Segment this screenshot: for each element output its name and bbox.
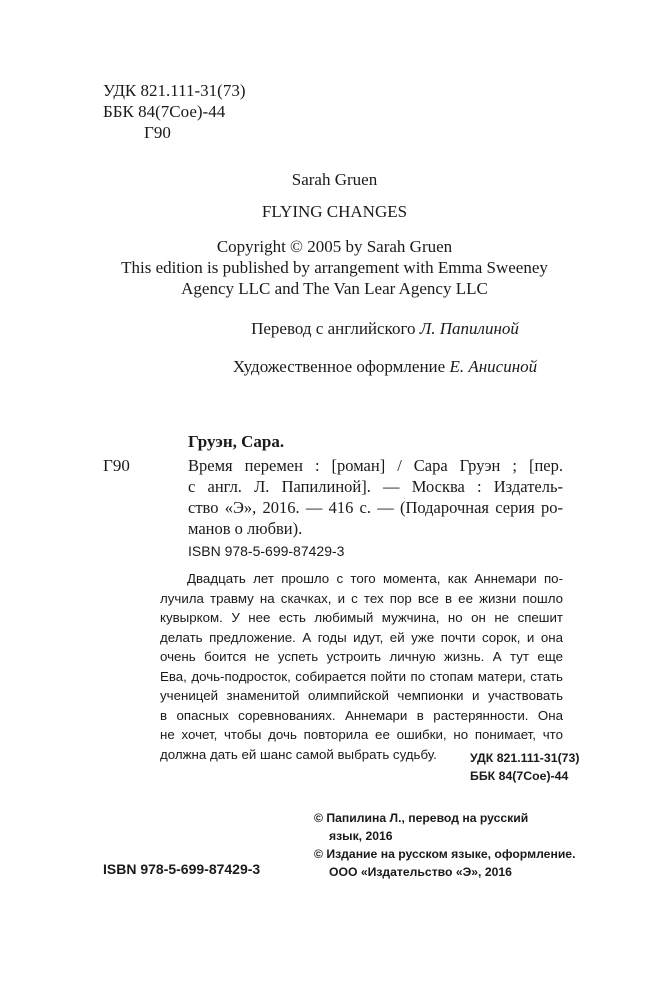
annotation-line: лучила травму на скачках, и с тех пор все в ее жизни пошло	[160, 590, 563, 606]
design-credit	[105, 356, 665, 377]
biblio-author-sign: Г90	[103, 456, 130, 475]
biblio-description	[188, 455, 563, 539]
designer-name: Е. Анисиной	[449, 357, 538, 376]
annotation-line: в опасных соревнованиях. Аннемари в растерянности. Она	[160, 707, 563, 723]
annotation-line: не хочет, чтобы дочь повторила ее ошибки, но понимает, что	[160, 727, 563, 742]
annotation	[160, 569, 563, 764]
author-sign: Г90	[144, 123, 171, 142]
translation-label: Перевод с английского	[251, 319, 416, 338]
annotation-line: ученицей знаменитой олимпийской чемпионки и участвовать	[160, 688, 563, 703]
biblio-line: манов о любви).	[188, 519, 303, 538]
copyright-block	[314, 809, 575, 881]
copyright-line: © Издание на русском языке, оформление.	[314, 847, 576, 861]
copyright-line: © Папилина Л., перевод на русский	[314, 811, 529, 825]
copyright-line: язык, 2016	[329, 829, 393, 843]
bottom-codes	[470, 749, 579, 785]
copyright-line: Agency LLC and The Van Lear Agency LLC	[181, 279, 488, 298]
copyright-line: ООО «Издательство «Э», 2016	[329, 865, 512, 879]
biblio-line: ство «Э», 2016. — 416 с. — (Подарочная серия ро-	[188, 498, 563, 517]
annotation-line: очень боится не успеть устроить личную жизнь. А тут еще	[160, 649, 563, 664]
original-copyright	[0, 236, 669, 299]
catalog-codes	[103, 80, 245, 143]
translator-name: Л. Папилиной	[419, 319, 519, 338]
annotation-line: Ева, дочь-подросток, собирается пойти по стопам матери, стать	[160, 668, 563, 684]
translation-credit	[105, 318, 665, 339]
original-author: Sarah Gruen	[291, 170, 378, 189]
biblio-line: Время перемен : [роман] / Сара Груэн ; [пер.	[188, 456, 563, 475]
original-title: FLYING CHANGES	[261, 202, 408, 221]
udk-code: УДК 821.111-31(73)	[470, 751, 580, 765]
annotation-line: делать предложение. А годы идут, ей уже почти сорок, и она	[160, 629, 563, 645]
copyright-line: Copyright © 2005 by Sarah Gruen	[216, 237, 453, 256]
isbn-bottom: ISBN 978-5-699-87429-3	[103, 861, 261, 877]
copyright-line: This edition is published by arrangement with Emma Sweeney	[121, 258, 548, 277]
annotation-line: кувырком. У нее есть любимый мужчина, но он не спешит	[160, 610, 563, 625]
bbk-code: ББК 84(7Сое)-44	[470, 769, 569, 783]
biblio-isbn: ISBN 978-5-699-87429-3	[188, 543, 345, 559]
annotation-line: Двадцать лет прошло с того момента, как Аннемари по-	[187, 571, 563, 586]
design-label: Художественное оформление	[232, 357, 446, 376]
annotation-line: должна дать ей шанс самой выбрать судьбу.	[160, 746, 437, 762]
bbk-code: ББК 84(7Сое)-44	[103, 102, 226, 121]
biblio-line: с англ. Л. Папилиной]. — Москва : Издатель-	[188, 477, 563, 496]
udk-code: УДК 821.111-31(73)	[103, 81, 246, 100]
biblio-heading: Груэн, Сара.	[188, 432, 285, 451]
